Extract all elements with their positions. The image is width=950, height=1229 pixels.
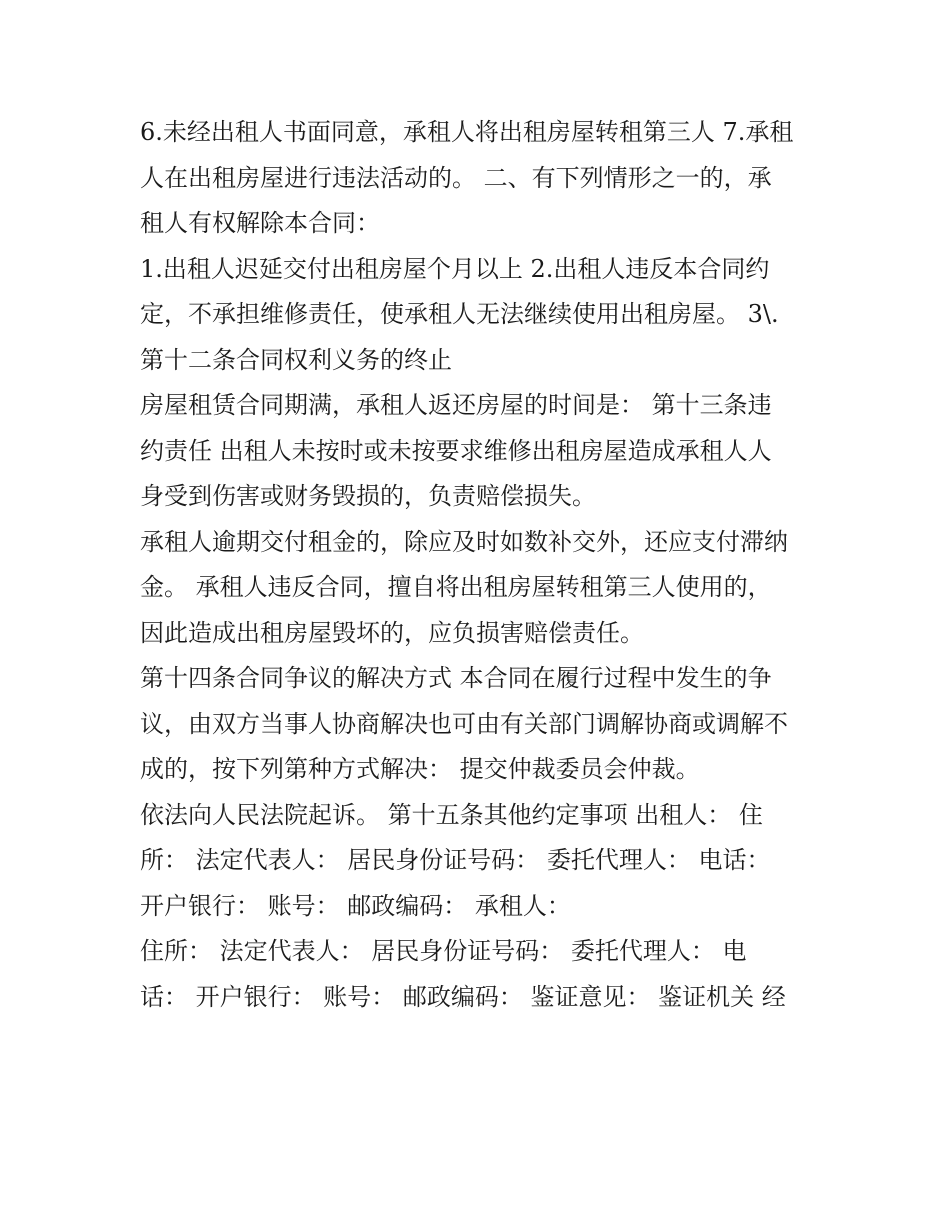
text-line: 成的，按下列第种方式解决： 提交仲裁委员会仲裁。: [140, 755, 700, 783]
text-line: 开户银行： 账号： 邮政编码： 承租人：: [140, 891, 571, 920]
section-heading-12: 第十二条合同权利义务的终止: [140, 345, 452, 374]
contract-text: [140, 110, 820, 1020]
text-line: 金。 承租人违反合同，擅自将出租房屋转租第三人使用的，: [140, 573, 772, 601]
text-line: 1.出租人迟延交付出租房屋个月以上 2.出租人违反本合同约: [140, 254, 770, 283]
text-line: 约责任 出租人未按时或未按要求维修出租房屋造成承租人人: [140, 436, 772, 465]
text-line: 租人有权解除本合同：: [140, 209, 380, 237]
text-line: 身受到伤害或财务毁损的，负责赔偿损失。: [140, 482, 596, 510]
text-line: 议，由双方当事人协商解决也可由有关部门调解协商或调解不: [140, 709, 788, 738]
text-line: 房屋租赁合同期满，承租人返还房屋的时间是： 第十三条违: [140, 391, 772, 419]
text-line: 承租人逾期交付租金的，除应及时如数补交外，还应支付滞纳: [140, 527, 788, 556]
text-line: 话： 开户银行： 账号： 邮政编码： 鉴证意见： 鉴证机关 经: [140, 982, 786, 1011]
text-line: 依法向人民法院起诉。 第十五条其他约定事项 出租人： 住: [140, 800, 763, 829]
text-line: 第十四条合同争议的解决方式 本合同在履行过程中发生的争: [140, 664, 772, 692]
text-line: 定，不承担维修责任，使承租人无法继续使用出租房屋。 3\.: [140, 300, 779, 328]
text-line: 6.未经出租人书面同意，承租人将出租房屋转租第三人 7.承租: [140, 118, 794, 146]
text-line: 住所： 法定代表人： 居民身份证号码： 委托代理人： 电: [140, 937, 747, 965]
text-line: 所： 法定代表人： 居民身份证号码： 委托代理人： 电话：: [140, 846, 771, 874]
text-line: 人在出租房屋进行违法活动的。 二、有下列情形之一的，承: [140, 163, 772, 192]
text-line: 因此造成出租房屋毁坏的，应负损害赔偿责任。: [140, 618, 644, 647]
